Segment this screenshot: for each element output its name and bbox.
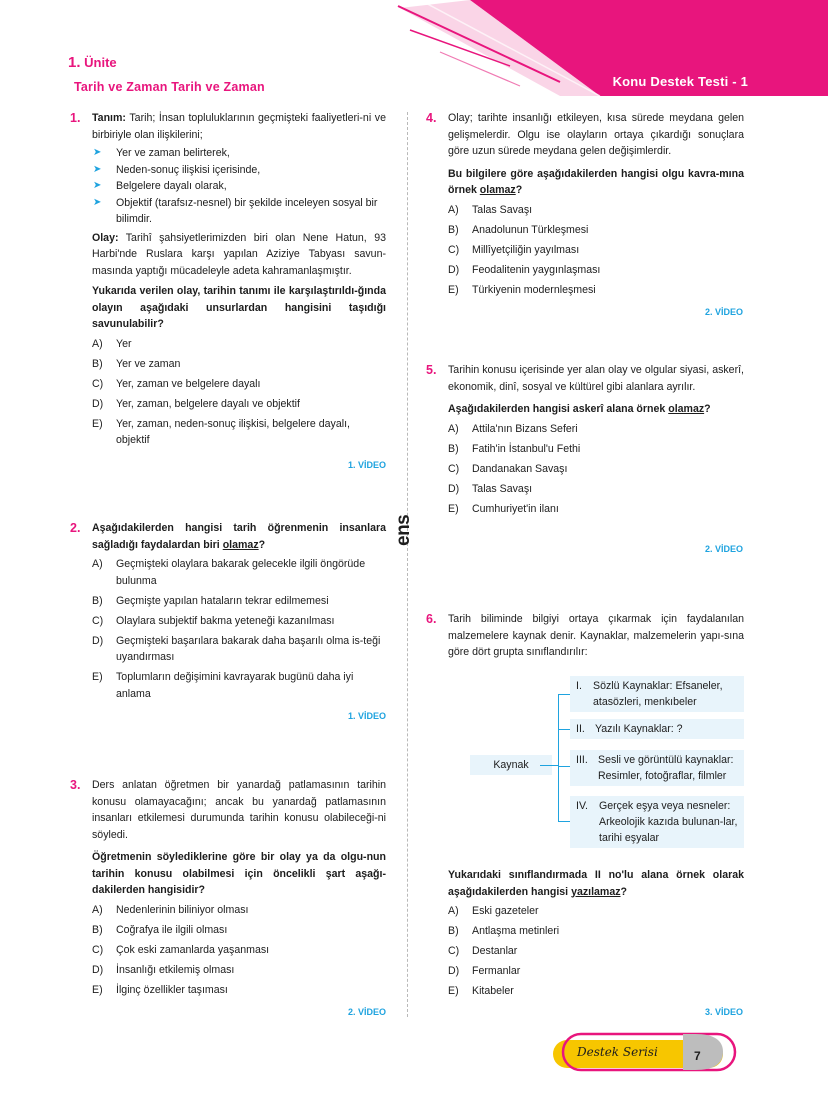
question-text: Olay; tarihte insanlığı etkileyen, kısa sürede meydana gelen gelişmelerdir. Olgu ise olayların ortaya çıkardığı sonuçlara göre uzun sürede meydana gelen değişimlerdir. xyxy=(448,112,744,157)
option-d[interactable]: D) Fermanlar xyxy=(448,965,521,978)
question-stem: Yukarıda verilen olay, tarihin tanımı ile karşılaştırıldı-ğında olayın aşağıdaki unsurlardan hangisini taşıdığı savunulabilir? xyxy=(92,285,386,330)
chapter-title: Tarih ve Zaman Tarih ve Zaman xyxy=(74,80,265,94)
question-stem: Yukarıdaki sınıflandırmada II no'lu alana örnek olarak aşağıdakilerden hangisi yazılamaz? xyxy=(448,869,744,898)
option-a[interactable]: A) Nedenlerinin biliniyor olması xyxy=(92,903,249,916)
diagram-item: II. Yazılı Kaynaklar: ? xyxy=(570,719,744,739)
option-b[interactable]: B) Fatih'in İstanbul'u Fethi xyxy=(448,442,581,455)
option-e[interactable]: E) Kitabeler xyxy=(448,985,514,998)
question-number: 4. xyxy=(426,111,437,125)
options xyxy=(92,556,386,702)
column-divider xyxy=(407,112,408,1017)
option-b[interactable]: B) Antlaşma metinleri xyxy=(448,925,560,938)
option-d[interactable]: D) Geçmişteki başarılara bakarak daha başarılı olma is-teği uyandırması xyxy=(92,634,381,664)
question-stem: Aşağıdakilerden hangisi askerî alana örnek olamaz? xyxy=(448,403,711,415)
unit-label: Ünite xyxy=(84,55,117,70)
diagram-connector xyxy=(558,729,570,730)
option-a[interactable]: A) Geçmişteki olaylara bakarak gelecekle ilgili öngörüde bulunma xyxy=(92,558,366,587)
bullet-item: ➤ Neden-sonuç ilişkisi içerisinde, xyxy=(92,162,386,179)
options xyxy=(92,902,386,999)
question-text: Tarihin konusu içerisinde yer alan olay ve olgular siyasi, askerî, ekonomik, dinî, sosyal ve kültürel gibi alanlara ayrılır. xyxy=(448,364,744,393)
unit-heading xyxy=(68,54,117,71)
question-2 xyxy=(70,520,386,706)
option-d[interactable]: D) Talas Savaşı xyxy=(448,482,533,495)
bullet-item: ➤ Yer ve zaman belirterek, xyxy=(92,145,386,162)
question-4 xyxy=(426,110,744,302)
video-link[interactable]: 3. VİDEO xyxy=(705,1007,744,1017)
video-link[interactable]: 1. VİDEO xyxy=(348,460,387,470)
question-6-stem xyxy=(448,867,744,1003)
question-6 xyxy=(426,611,744,661)
option-c[interactable]: C) Yer, zaman ve belgelere dayalı xyxy=(92,377,261,390)
option-b[interactable]: B) Yer ve zaman xyxy=(92,357,181,370)
option-b[interactable]: B) Anadolunun Türkleşmesi xyxy=(448,223,589,236)
option-b[interactable]: B) Geçmişte yapılan hataların tekrar edilmemesi xyxy=(92,594,329,607)
question-number: 5. xyxy=(426,363,437,377)
diagram-connector xyxy=(558,821,570,822)
diagram-connector xyxy=(558,694,559,822)
event-text: Olay: Tarihî şahsiyetlerimizden biri olan Nene Hatun, 93 Harbi'nde Ruslara karşı yapılan Aziziye Tabyası savun-masında yaptığı mücadeleyle adeta kahramanlaşmıştır. xyxy=(92,231,386,277)
option-e[interactable]: E) İlginç özellikler taşıması xyxy=(92,983,228,996)
diagram-item: III. Sesli ve görüntülü kaynaklar: Resimler, fotoğraflar, filmler xyxy=(570,750,744,786)
question-number: 3. xyxy=(70,778,81,792)
option-b[interactable]: B) Coğrafya ile ilgili olması xyxy=(92,923,228,936)
side-logo: ens xyxy=(393,514,414,546)
question-number: 1. xyxy=(70,111,81,125)
question-text: Tarih biliminde bilgiyi ortaya çıkarmak için faydalanılan malzemelere kaynak denir. Kaynaklar, malzemelerin yapı-sına göre dört grupta sınıflandırılır: xyxy=(448,613,744,658)
diagram-item: I. Sözlü Kaynaklar: Efsaneler, atasözleri, menkıbeler xyxy=(570,676,744,712)
question-text: Ders anlatan öğretmen bir yanardağ patlamasının tarihin konusu olamayacağını; ancak bu yanardağ patlamasının insanları etkilemesi durumunda tarihin konusu olabileceği-ni söyledi. xyxy=(92,779,386,841)
diagram-root: Kaynak xyxy=(470,755,552,775)
option-d[interactable]: D) Yer, zaman, belgelere dayalı ve objektif xyxy=(92,397,300,410)
options xyxy=(92,336,386,449)
series-label: Destek Serisi xyxy=(577,1045,658,1059)
video-link[interactable]: 2. VİDEO xyxy=(348,1007,387,1017)
option-c[interactable]: C) Olaylara subjektif bakma yeteneği kazanılması xyxy=(92,614,335,627)
unit-number: 1. xyxy=(68,54,81,71)
diagram-connector xyxy=(558,694,570,695)
question-1 xyxy=(70,110,386,452)
diagram-item: IV. Gerçek eşya veya nesneler: Arkeolojik kazıda bulunan-lar, tarihi eşyalar xyxy=(570,796,744,848)
page-number: 7 xyxy=(694,1049,701,1063)
question-number: 6. xyxy=(426,612,437,626)
options xyxy=(448,202,744,299)
option-d[interactable]: D) Feodalitenin yaygınlaşması xyxy=(448,263,601,276)
bullet-item: ➤ Objektif (tarafsız-nesnel) bir şekilde inceleyen sosyal bir bilimdir. xyxy=(92,195,386,228)
question-3 xyxy=(70,777,386,1002)
option-a[interactable]: A) Yer xyxy=(92,337,132,350)
definition: Tanım: Tarih; İnsan topluluklarının geçmişteki faaliyetleri-ni ve birbiriyle olan ilişkilerini; xyxy=(92,112,386,141)
option-e[interactable]: E) Türkiyenin modernleşmesi xyxy=(448,283,596,296)
option-c[interactable]: C) Çok eski zamanlarda yaşanması xyxy=(92,943,270,956)
test-title: Konu Destek Testi - 1 xyxy=(612,74,748,89)
options xyxy=(448,903,744,1000)
option-a[interactable]: A) Talas Savaşı xyxy=(448,203,533,216)
question-stem: Aşağıdakilerden hangisi tarih öğrenmenin insanlara sağladığı faydalardan biri olamaz? xyxy=(92,522,386,551)
video-link[interactable]: 2. VİDEO xyxy=(705,544,744,554)
option-e[interactable]: E) Toplumların değişimini kavrayarak bugünü daha iyi anlama xyxy=(92,671,354,700)
option-d[interactable]: D) İnsanlığı etkilemiş olması xyxy=(92,963,235,976)
question-stem: Bu bilgilere göre aşağıdakilerden hangisi olgu kavra-mına örnek olamaz? xyxy=(448,167,744,196)
diagram-connector xyxy=(540,765,558,766)
question-stem: Öğretmenin söylediklerine göre bir olay ya da olgu-nun tarihin konusu olabilmesi için öncelikli şart aşağı-dakilerden hangisidir? xyxy=(92,851,386,896)
definition-bullets xyxy=(92,145,386,228)
diagram-connector xyxy=(558,766,570,767)
option-e[interactable]: E) Cumhuriyet'in ilanı xyxy=(448,502,559,515)
option-c[interactable]: C) Millîyetçiliğin yayılması xyxy=(448,243,580,256)
option-e[interactable]: E) Yer, zaman, neden-sonuç ilişkisi, belgelere dayalı, objektif xyxy=(92,417,350,447)
option-c[interactable]: C) Destanlar xyxy=(448,945,518,958)
options xyxy=(448,421,744,518)
video-link[interactable]: 1. VİDEO xyxy=(348,711,387,721)
option-a[interactable]: A) Attila'nın Bizans Seferi xyxy=(448,422,578,435)
question-5 xyxy=(426,362,744,521)
question-number: 2. xyxy=(70,521,81,535)
option-c[interactable]: C) Dandanakan Savaşı xyxy=(448,462,568,475)
option-a[interactable]: A) Eski gazeteler xyxy=(448,905,539,917)
video-link[interactable]: 2. VİDEO xyxy=(705,307,744,317)
bullet-item: ➤ Belgelere dayalı olarak, xyxy=(92,178,386,195)
